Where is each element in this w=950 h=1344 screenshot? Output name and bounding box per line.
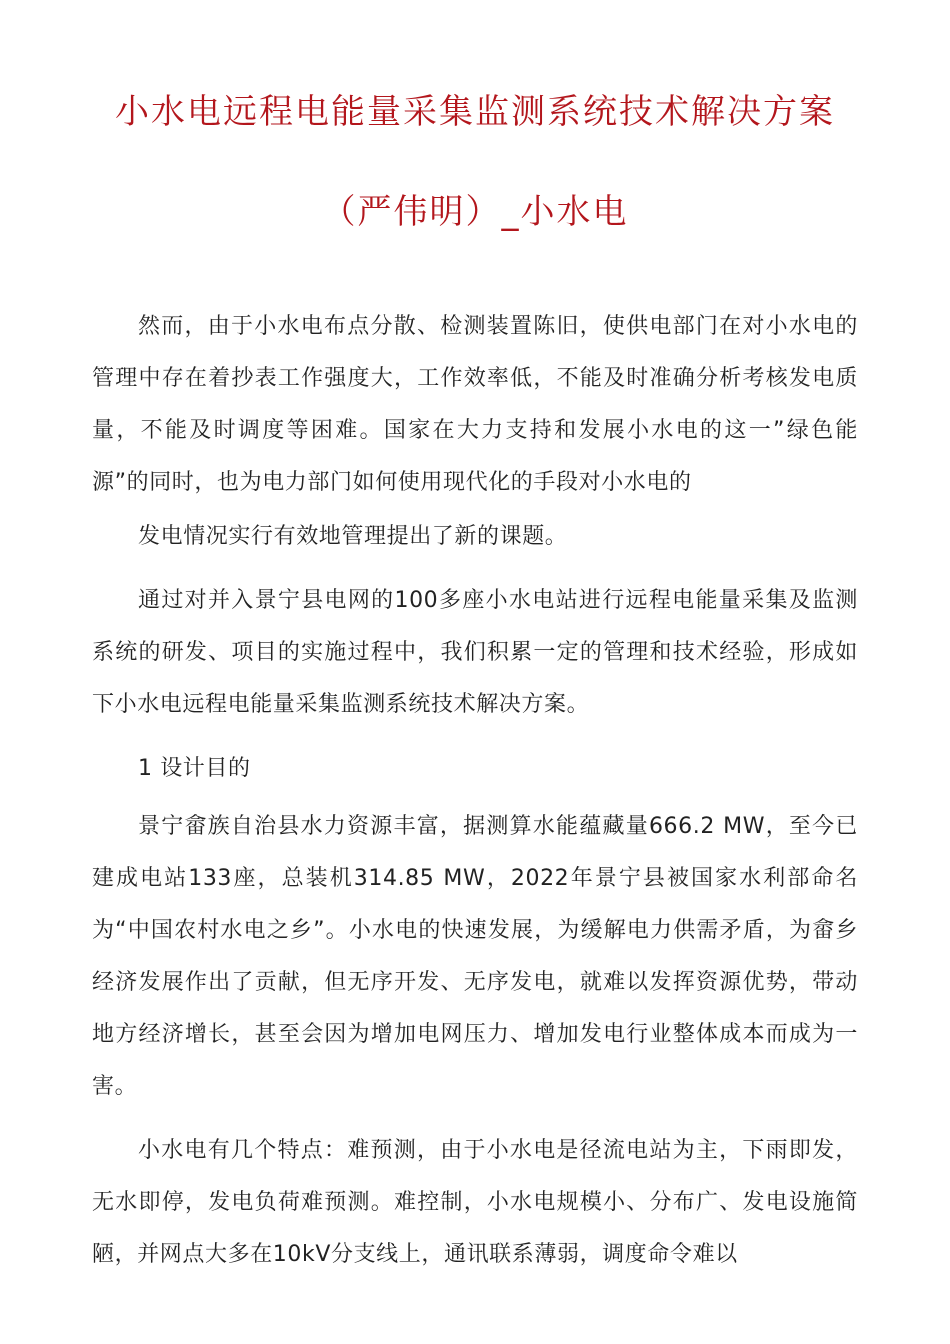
paragraph-intro: 然而，由于小水电布点分散、检测装置陈旧，使供电部门在对小水电的管理中存在着抄表工作强度大，工作效率低，不能及时准确分析考核发电质量，不能及时调度等困难。国家在大力支持和发展小水电的这一”绿色能源”的同时，也为电力部门如何使用现代化的手段对小水电的: [92, 314, 858, 495]
paragraph-characteristics: 小水电有几个特点：难预测，由于小水电是径流电站为主，下雨即发，无水即停，发电负荷难预测。难控制，小水电规模小、分布广、发电设施简陋，并网点大多在10kV分支线上，通讯联系薄弱，调度命令难以: [92, 1138, 858, 1267]
paragraph-jingning-resources: 景宁畲族自治县水力资源丰富，据测算水能蕴藏量666.2 MW，至今已建成电站133座，总装机314.85 MW，2022年景宁县被国家水利部命名为“中国农村水电之乡”。小水电的快速发展，为缓解电力供需矛盾，为畲乡经济发展作出了贡献，但无序开发、无序发电，就难以发挥资源优势，带动地方经济增长，甚至会因为增加电网压力、增加发电行业整体成本而成为一害。: [92, 814, 858, 1099]
document-title-line-1: 小水电远程电能量采集监测系统技术解决方案: [115, 92, 835, 132]
document-body: [92, 301, 858, 1293]
document-title-line-2: （严伟明）_小水电: [321, 192, 629, 232]
paragraph-project: 通过对并入景宁县电网的100多座小水电站进行远程电能量采集及监测系统的研发、项目的实施过程中，我们积累一定的管理和技术经验，形成如下小水电远程电能量采集监测系统技术解决方案。: [92, 588, 858, 717]
paragraph-intro-continued: 发电情况实行有效地管理提出了新的课题。: [138, 524, 568, 549]
section-heading-design-purpose: 1 设计目的: [138, 756, 251, 781]
